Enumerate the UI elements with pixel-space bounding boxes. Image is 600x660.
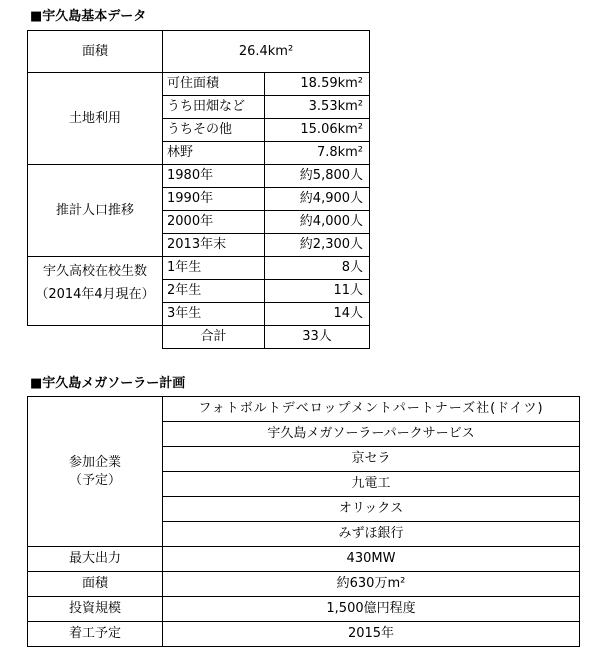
land-use-item-label: うち田畑など <box>163 96 265 119</box>
companies-label <box>28 397 163 547</box>
area-value: 26.4km² <box>163 31 370 73</box>
population-year: 1980年 <box>163 165 265 188</box>
students-total-row <box>28 326 370 349</box>
plan-value: 1,500億円程度 <box>163 597 580 622</box>
area-row <box>28 31 370 73</box>
land-use-item-value: 3.53km² <box>265 96 370 119</box>
company-name: 宇久島メガソーラーパークサービス <box>163 422 580 447</box>
population-value: 約2,300人 <box>265 234 370 257</box>
area-label: 面積 <box>28 31 163 73</box>
population-value: 約4,000人 <box>265 211 370 234</box>
land-use-item-value: 18.59km² <box>265 73 370 96</box>
population-value: 約5,800人 <box>265 165 370 188</box>
students-total-label: 合計 <box>163 326 265 349</box>
population-row <box>28 165 370 188</box>
plan-value: 430MW <box>163 547 580 572</box>
students-count: 14人 <box>265 303 370 326</box>
students-row <box>28 257 370 280</box>
section-title-basic-data: ■宇久島基本データ <box>30 9 147 24</box>
plan-row-area <box>28 572 580 597</box>
companies-label-line2: （予定） <box>68 472 121 488</box>
land-use-item-label: うちその他 <box>163 119 265 142</box>
students-count: 11人 <box>265 280 370 303</box>
land-use-row <box>28 73 370 96</box>
company-name: 九電工 <box>163 472 580 497</box>
companies-label-line1: 参加企業 <box>68 454 121 470</box>
company-name: フォトボルトデベロップメントパートナーズ社(ドイツ) <box>163 397 580 422</box>
population-label: 推計人口推移 <box>28 165 163 257</box>
students-grade: 1年生 <box>163 257 265 280</box>
plan-row-investment <box>28 597 580 622</box>
plan-label: 面積 <box>28 572 163 597</box>
land-use-item-value: 15.06km² <box>265 119 370 142</box>
land-use-item-label: 可住面積 <box>163 73 265 96</box>
land-use-item-value: 7.8km² <box>265 142 370 165</box>
plan-label: 最大出力 <box>28 547 163 572</box>
plan-row-max-output <box>28 547 580 572</box>
plan-label: 着工予定 <box>28 622 163 647</box>
company-row <box>28 397 580 422</box>
plan-row-start <box>28 622 580 647</box>
plan-label: 投資規模 <box>28 597 163 622</box>
population-year: 2000年 <box>163 211 265 234</box>
population-year: 2013年末 <box>163 234 265 257</box>
students-label-line1: 宇久高校在校生数 <box>42 264 147 279</box>
company-name: オリックス <box>163 497 580 522</box>
section-title-mega-solar: ■宇久島メガソーラー計画 <box>30 376 186 391</box>
students-label-line2: （2014年4月現在） <box>35 287 155 302</box>
students-grade: 2年生 <box>163 280 265 303</box>
population-year: 1990年 <box>163 188 265 211</box>
mega-solar-table <box>27 396 580 647</box>
students-total-value: 33人 <box>265 326 370 349</box>
basic-data-table <box>27 30 370 349</box>
company-name: みずほ銀行 <box>163 522 580 547</box>
land-use-item-label: 林野 <box>163 142 265 165</box>
company-name: 京セラ <box>163 447 580 472</box>
population-value: 約4,900人 <box>265 188 370 211</box>
students-label <box>28 257 163 326</box>
students-grade: 3年生 <box>163 303 265 326</box>
plan-value: 約630万m² <box>163 572 580 597</box>
land-use-label: 土地利用 <box>28 73 163 165</box>
students-count: 8人 <box>265 257 370 280</box>
plan-value: 2015年 <box>163 622 580 647</box>
